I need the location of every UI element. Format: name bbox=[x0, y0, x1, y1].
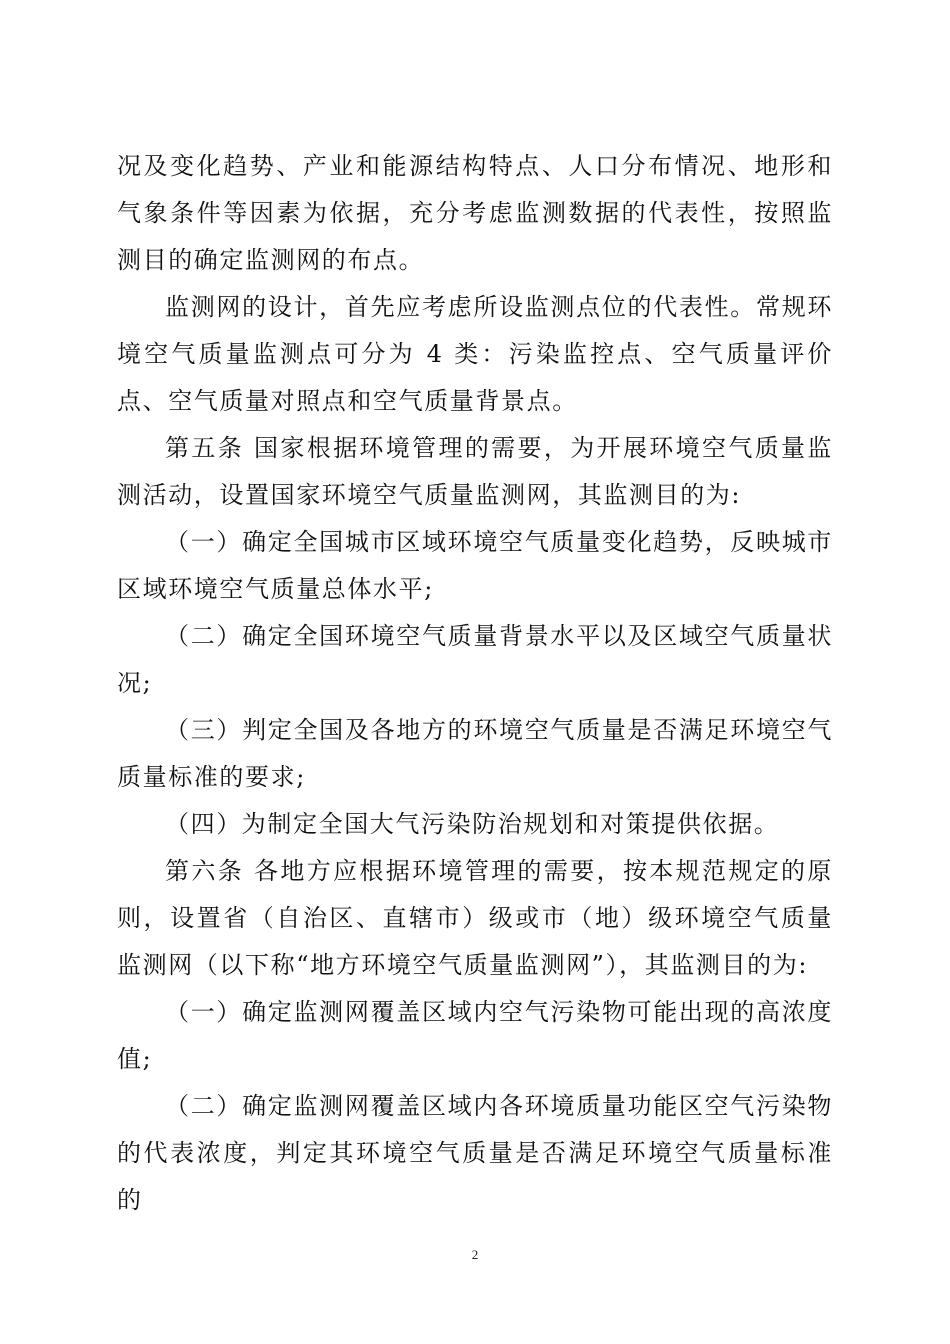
list-item-article-5-1: （一）确定全国城市区域环境空气质量变化趋势，反映城市区域环境空气质量总体水平; bbox=[117, 528, 833, 603]
paragraph-network-design: 监测网的设计，首先应考虑所设监测点位的代表性。常规环境空气质量监测点可分为 4 类：污染监控点、空气质量评价点、空气质量对照点和空气质量背景点。 bbox=[117, 293, 833, 415]
paragraph-article-6: 第六条 各地方应根据环境管理的需要，按本规范规定的原则，设置省（自治区、直辖市）级或市（地）级环境空气质量监测网（以下称“地方环境空气质量监测网”），其监测目的为: bbox=[117, 857, 833, 979]
list-item-article-5-4: （四）为制定全国大气污染防治规划和对策提供依据。 bbox=[165, 810, 780, 838]
list-item-article-5-2: （二）确定全国环境空气质量背景水平以及区域空气质量状况; bbox=[117, 622, 833, 697]
body-text bbox=[117, 143, 833, 1224]
list-item-article-6-2: （二）确定监测网覆盖区域内各环境质量功能区空气污染物的代表浓度，判定其环境空气质量是否满足环境空气质量标准的 bbox=[117, 1092, 833, 1214]
list-item-article-5-3: （三）判定全国及各地方的环境空气质量是否满足环境空气质量标准的要求; bbox=[117, 716, 833, 791]
paragraph-continuation: 况及变化趋势、产业和能源结构特点、人口分布情况、地形和气象条件等因素为依据，充分考虑监测数据的代表性，按照监测目的确定监测网的布点。 bbox=[117, 152, 833, 274]
list-item-article-6-1: （一）确定监测网覆盖区域内空气污染物可能出现的高浓度值; bbox=[117, 998, 833, 1073]
page-number: 2 bbox=[471, 1247, 479, 1262]
paragraph-article-5: 第五条 国家根据环境管理的需要，为开展环境空气质量监测活动，设置国家环境空气质量监测网，其监测目的为: bbox=[117, 434, 833, 509]
